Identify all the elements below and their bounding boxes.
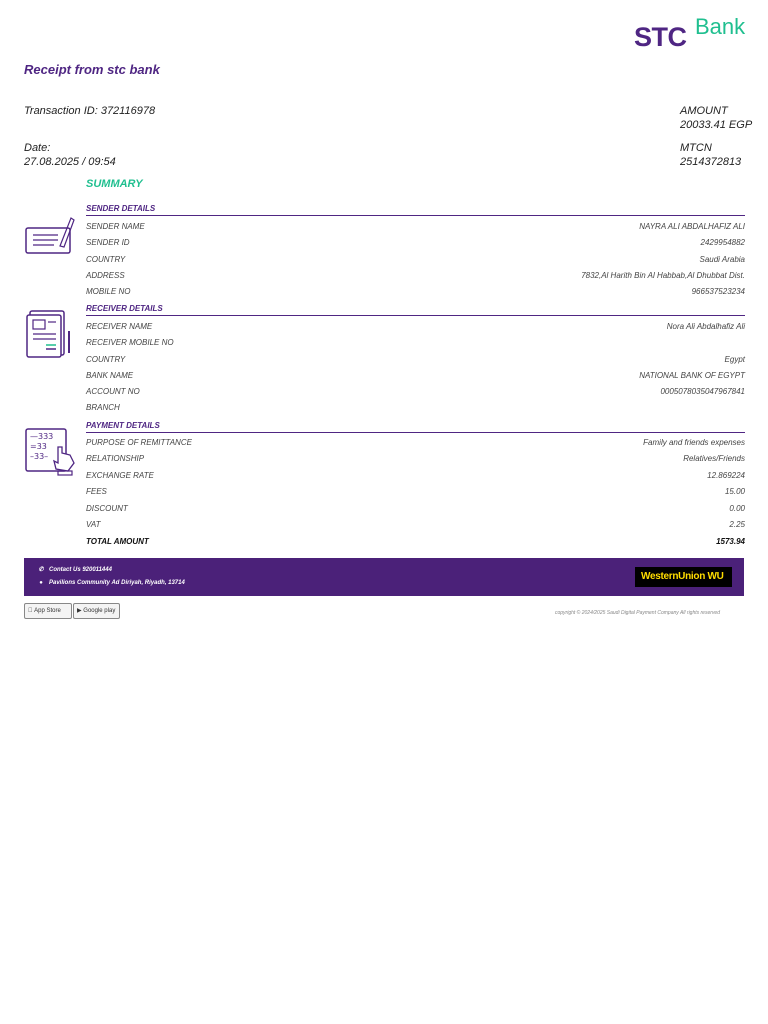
google-play-label: Google play — [83, 608, 116, 614]
row-value: NATIONAL BANK OF EGYPT — [639, 371, 745, 380]
row-label: EXCHANGE RATE — [86, 471, 154, 480]
payment-details-heading: PAYMENT DETAILS — [86, 421, 745, 433]
svg-text:=33: =33 — [30, 442, 47, 451]
row-label: RECEIVER MOBILE NO — [86, 338, 174, 347]
amount-value: 20033.41 EGP — [680, 119, 753, 131]
receiver-row — [86, 403, 745, 417]
row-label: RELATIONSHIP — [86, 454, 145, 463]
sender-row — [86, 222, 745, 236]
date-label: Date: — [24, 142, 51, 154]
payment-hand-icon — [24, 425, 76, 477]
logo-stc-text: STC — [634, 22, 687, 52]
row-value: 0005078035047967841 — [660, 387, 745, 396]
sender-details-heading: SENDER DETAILS — [86, 204, 745, 216]
row-value: NAYRA ALI ABDALHAFIZ ALI — [639, 222, 745, 231]
total-amount-row — [86, 537, 745, 551]
payment-row — [86, 520, 745, 534]
row-label: TOTAL AMOUNT — [86, 537, 149, 546]
document-signing-icon — [24, 214, 76, 256]
sender-row — [86, 255, 745, 269]
receiver-row — [86, 387, 745, 401]
row-value: Nora Ali Abdalhafiz Ali — [666, 322, 745, 331]
row-label: ADDRESS — [86, 271, 125, 280]
date-value: 27.08.2025 / 09:54 — [24, 156, 116, 168]
payment-row — [86, 471, 745, 485]
row-label: ACCOUNT NO — [86, 387, 140, 396]
play-icon: ▶ — [77, 608, 82, 614]
row-value: Saudi Arabia — [699, 255, 745, 264]
footer-bar — [24, 558, 744, 596]
payment-row — [86, 487, 745, 501]
contact-text: Contact Us 920011444 — [49, 567, 112, 573]
location-pin-icon: ● — [39, 580, 43, 586]
payment-row — [86, 454, 745, 468]
stc-bank-logo — [634, 14, 746, 54]
row-label: BANK NAME — [86, 371, 134, 380]
google-play-badge[interactable] — [73, 603, 120, 619]
receiver-row — [86, 322, 745, 336]
copyright-text: copyright © 2024/2025 Saudi Digital Payment Company All rights reserved — [555, 610, 720, 616]
payment-row — [86, 438, 745, 452]
address-text: Pavilions Community Ad Diriyah, Riyadh, 13714 — [49, 580, 185, 586]
row-label: COUNTRY — [86, 355, 126, 364]
apple-icon — [28, 608, 33, 614]
receiver-details-heading: RECEIVER DETAILS — [86, 304, 745, 316]
mtcn-label: MTCN — [680, 142, 712, 154]
address-line — [36, 580, 185, 586]
receiver-row — [86, 371, 745, 385]
payment-row — [86, 504, 745, 518]
row-label: SENDER NAME — [86, 222, 145, 231]
svg-text:—333: —333 — [30, 432, 54, 441]
row-label: FEES — [86, 487, 107, 496]
row-value: 2.25 — [729, 520, 745, 529]
logo-bank-text: Bank — [695, 14, 746, 39]
sender-row — [86, 238, 745, 252]
row-value: 2429954882 — [700, 238, 745, 247]
row-value: 1573.94 — [716, 537, 745, 546]
row-value: Family and friends expenses — [643, 438, 745, 447]
summary-heading: SUMMARY — [86, 178, 143, 190]
row-value: 12.869224 — [707, 471, 745, 480]
phone-icon: ✆ — [38, 567, 44, 573]
row-value: 15.00 — [724, 487, 745, 496]
mtcn-value: 2514372813 — [680, 156, 742, 168]
row-value: 966537523234 — [691, 287, 745, 296]
row-label: BRANCH — [86, 403, 120, 412]
row-value: Egypt — [724, 355, 745, 364]
receipt-document-icon — [26, 309, 74, 359]
page-title: Receipt from stc bank — [24, 62, 160, 77]
western-union-text: WesternUnion WU — [641, 571, 724, 582]
row-label: SENDER ID — [86, 238, 130, 247]
row-value: Relatives/Friends — [683, 454, 745, 463]
amount-label: AMOUNT — [680, 105, 728, 117]
transaction-id: Transaction ID: 372116978 — [24, 105, 156, 117]
receiver-row — [86, 338, 745, 352]
receiver-row — [86, 355, 745, 369]
app-store-badge[interactable] — [24, 603, 72, 619]
row-label: PURPOSE OF REMITTANCE — [86, 438, 192, 447]
row-label: RECEIVER NAME — [86, 322, 153, 331]
row-value: 7832,Al Harith Bin Al Habbab,Al Dhubbat Dist. — [581, 271, 745, 280]
contact-line — [36, 566, 112, 573]
row-label: COUNTRY — [86, 255, 126, 264]
western-union-logo — [635, 567, 732, 587]
sender-row — [86, 287, 745, 301]
svg-text:–33–: –33– — [30, 452, 49, 461]
sender-row — [86, 271, 745, 285]
row-label: VAT — [86, 520, 101, 529]
row-label: MOBILE NO — [86, 287, 131, 296]
row-label: DISCOUNT — [86, 504, 128, 513]
app-store-label: App Store — [28, 608, 55, 614]
row-value: 0.00 — [729, 504, 745, 513]
